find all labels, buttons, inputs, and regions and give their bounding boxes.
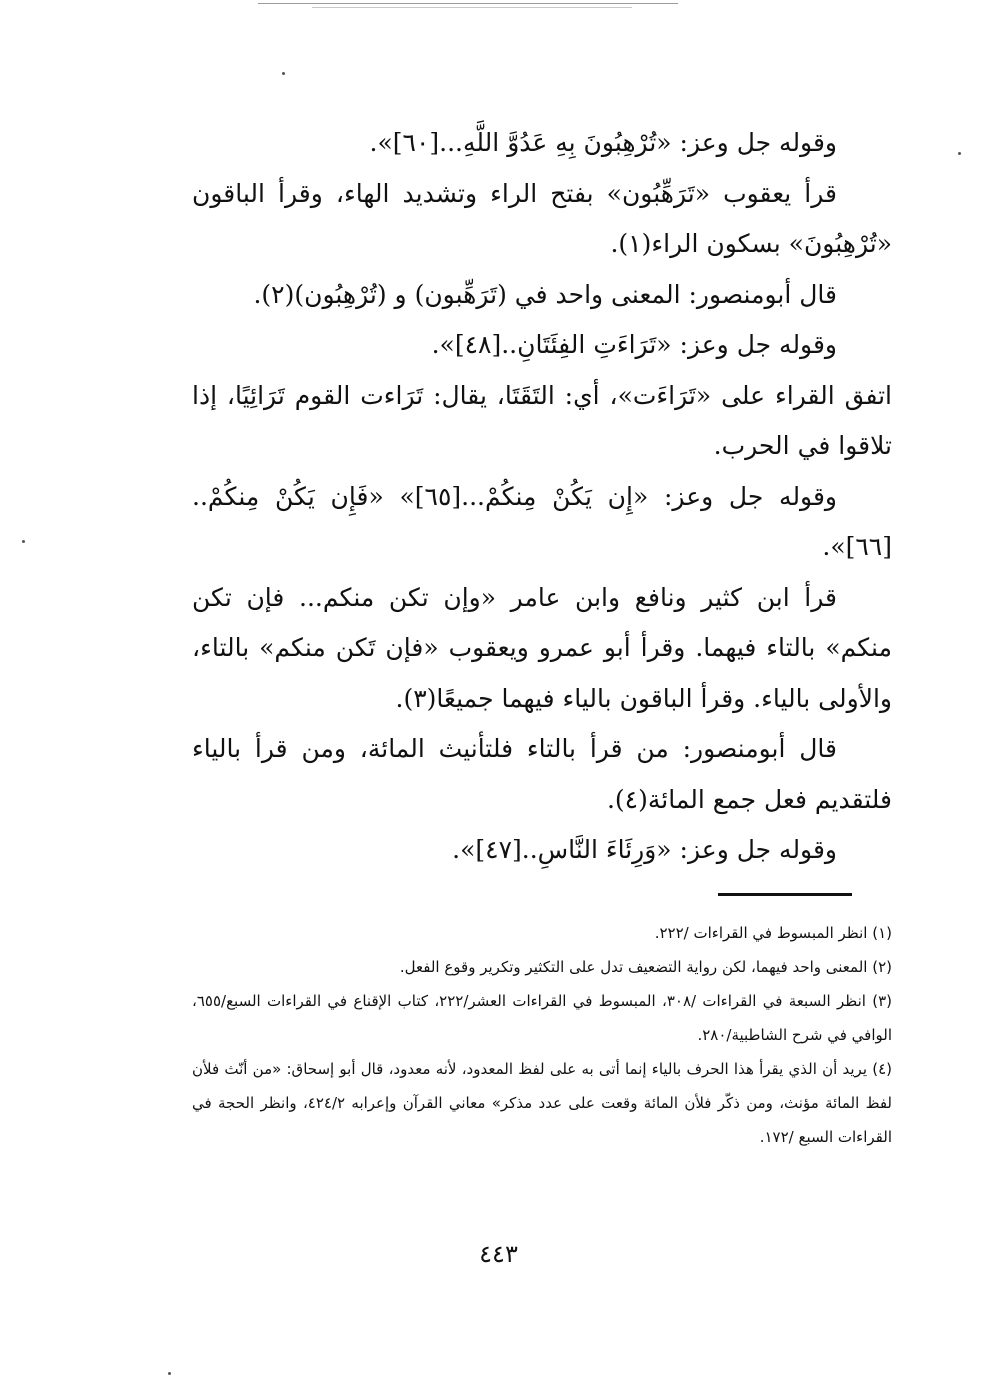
page-number: ٤٤٣ (479, 1240, 518, 1268)
verse-line: وقوله جل وعز: «تَرَاءَتِ الفِئَتَانِ..[٤٨]». (431, 330, 837, 359)
verse-line: وقوله جل وعز: «تُرْهِبُونَ بِهِ عَدُوَّ اللَّهِ...[٦٠]». (369, 128, 837, 157)
scan-speck (958, 152, 961, 155)
verse-line: وقوله جل وعز: «وَرِئَاءَ النَّاسِ..[٤٧]». (452, 835, 837, 864)
scan-speck (22, 540, 25, 543)
main-text (192, 118, 892, 876)
paragraph: قرأ يعقوب «تَرَهِّبُون» بفتح الراء وتشديد الهاء، وقرأ الباقون «تُرْهِبُونَ» بسكون الراء(١). (192, 178, 892, 258)
footnote: (٢) المعنى واحد فيهما، لكن رواية التضعيف تدل على التكثير وتكرير وقوع الفعل. (399, 958, 892, 976)
paragraph: اتفق القراء على «تَرَاءَت»، أي: التَقَتَا، يقال: تَرَاءت القوم تَرَائِيًا، إذا تلاقوا في الحرب. (192, 380, 892, 460)
footnotes (192, 916, 892, 1154)
footnote: (٤) يريد أن الذي يقرأ هذا الحرف بالياء إنما أتى به على لفظ المعدود، لأنه معدود، قال أبو إسحاق: «من أنّث فلأن لفظ المائة مؤنث، ومن ذكّر فلأن المائة وقعت على عدد مذكر» معاني القرآن وإعرابه ٤٢٤/٢، وانظر الحجة في القراءات السبع /١٧٢. (192, 1060, 892, 1146)
footnote-separator (718, 893, 852, 896)
paragraph: قرأ ابن كثير ونافع وابن عامر «وإن تكن منكم... فإن تكن منكم» بالتاء فيهما. وقرأ أبو عمرو ويعقوب «فإن تَكن منكم» بالتاء، والأولى بالياء. وقرأ الباقون بالياء فيهما جميعًا(٣). (192, 582, 892, 713)
scan-edge-line (312, 7, 632, 8)
scan-edge-line (258, 3, 678, 4)
paragraph: قال أبومنصور: المعنى واحد في (تَرَهِّبون) و (تُرْهِبُون)(٢). (253, 279, 837, 309)
paragraph: قال أبومنصور: من قرأ بالتاء فلتأنيث المائة، ومن قرأ بالياء فلتقديم فعل جمع المائة(٤). (192, 734, 892, 814)
verse-line: وقوله جل وعز: «إِن يَكُنْ مِنكُمْ...[٦٥]» «فَإِن يَكُنْ مِنكُمْ..[٦٦]». (192, 481, 892, 561)
footnote: (٣) انظر السبعة في القراءات /٣٠٨، المبسوط في القراءات العشر/٢٢٢، كتاب الإقناع في القراءات السبع/٦٥٥، الوافي في شرح الشاطبية/٢٨٠. (192, 992, 892, 1044)
scan-speck (168, 1372, 171, 1375)
scan-speck (282, 72, 285, 75)
footnote: (١) انظر المبسوط في القراءات /٢٢٢. (654, 924, 892, 942)
